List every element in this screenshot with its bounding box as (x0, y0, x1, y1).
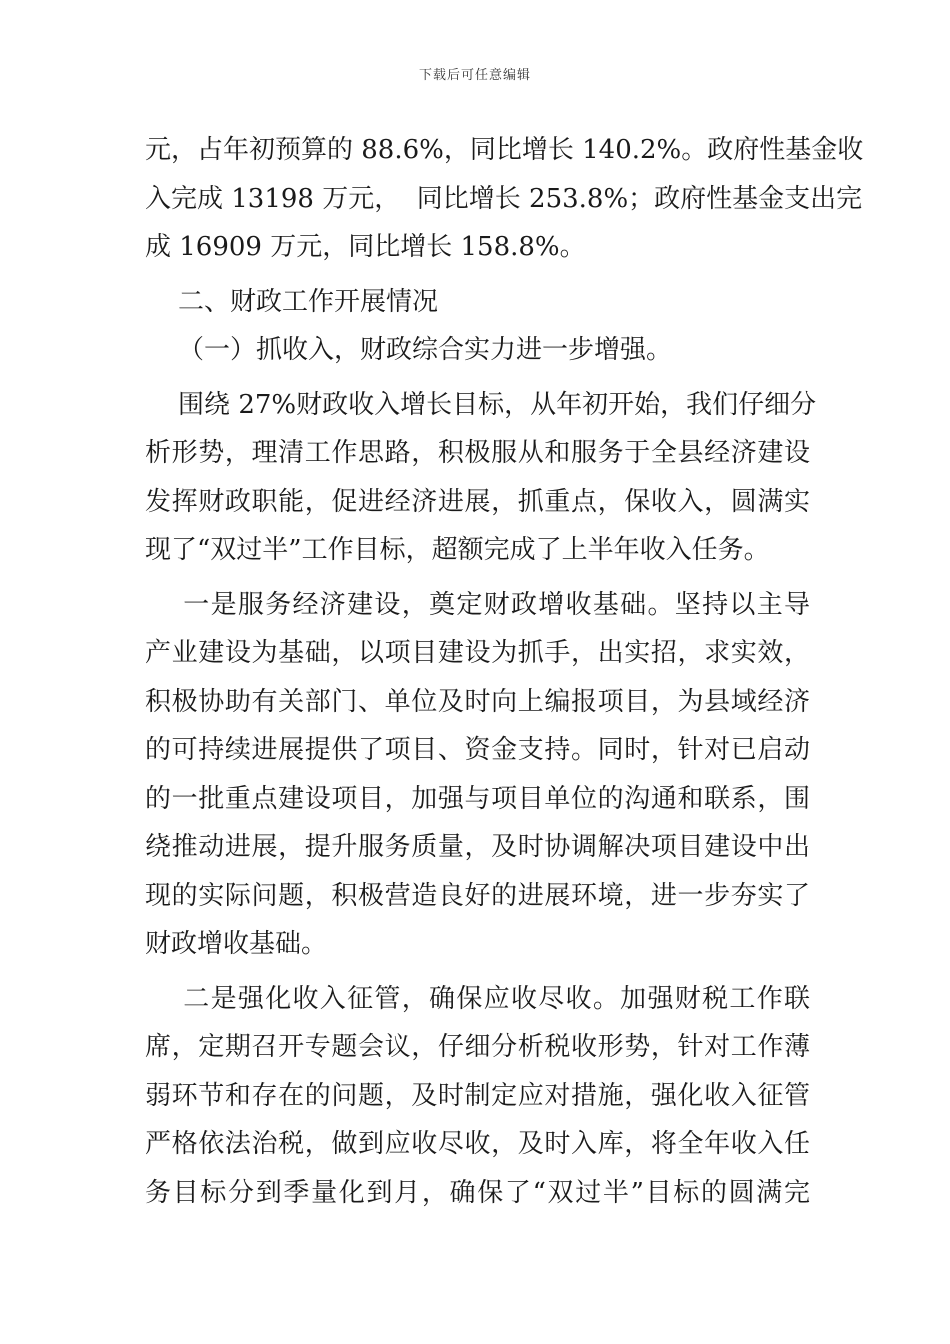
text-line: 产业建设为基础，以项目建设为抓手，出实招，求实效， (145, 638, 810, 668)
text-line: 围绕 27%财政收入增长目标，从年初开始，我们仔细分 (145, 389, 817, 420)
paragraph-economic-construction (145, 581, 810, 969)
page-header: 下载后可任意编辑 (418, 68, 531, 83)
text-line: 二是强化收入征管，确保应收尽收。加强财税工作联 (145, 983, 810, 1014)
text-line: 务目标分到季量化到月，确保了“双过半”目标的圆满完 (145, 1177, 810, 1208)
text-line: 的可持续进展提供了项目、资金支持。同时，针对已启动 (145, 735, 810, 765)
document-body (145, 126, 864, 1217)
text-line: 财政增收基础。 (145, 929, 328, 959)
heading-line: （一）抓收入，财政综合实力进一步增强。 (145, 335, 673, 365)
subsection-heading (145, 326, 810, 375)
text-line: 席，定期召开专题会议，仔细分析税收形势，针对工作薄 (145, 1032, 810, 1062)
paragraph-budget-figures (145, 126, 864, 272)
text-line: 现了“双过半”工作目标，超额完成了上半年收入任务。 (145, 535, 770, 565)
text-line: 现的实际问题，积极营造良好的进展环境，进一步夯实了 (145, 880, 810, 911)
text-line: 入完成 13198 万元， 同比增长 253.8%；政府性基金支出完 (145, 183, 863, 214)
text-line: 的一批重点建设项目，加强与项目单位的沟通和联系，围 (145, 783, 810, 814)
text-line: 一是服务经济建设，奠定财政增收基础。坚持以主导 (145, 589, 810, 620)
text-line: 元，占年初预算的 88.6%，同比增长 140.2%。政府性基金收 (145, 135, 864, 165)
text-line: 绕推动进展，提升服务质量，及时协调解决项目建设中出 (145, 832, 810, 862)
text-line: 析形势，理清工作思路，积极服从和服务于全县经济建设 (145, 438, 810, 468)
text-line: 成 16909 万元，同比增长 158.8%。 (145, 232, 586, 262)
section-heading (145, 278, 810, 327)
paragraph-revenue-target (145, 381, 817, 575)
text-line: 弱环节和存在的问题，及时制定应对措施，强化收入征管 (145, 1080, 810, 1111)
text-line: 严格依法治税，做到应收尽收，及时入库，将全年收入任 (145, 1129, 810, 1159)
paragraph-revenue-collection (145, 975, 810, 1218)
heading-line: 二、财政工作开展情况 (145, 286, 439, 317)
text-line: 积极协助有关部门、单位及时向上编报项目，为县域经济 (145, 686, 810, 717)
text-line: 发挥财政职能，促进经济进展，抓重点，保收入，圆满实 (145, 486, 810, 517)
